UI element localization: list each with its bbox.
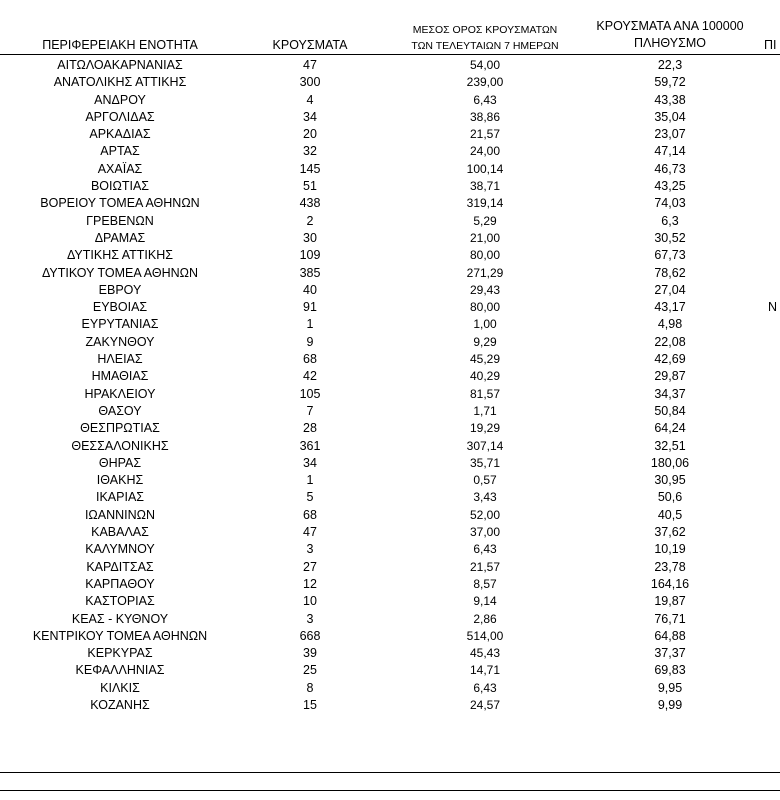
- cases-cell: 28: [303, 421, 317, 436]
- region-cell: ΚΟΖΑΝΗΣ: [90, 697, 150, 712]
- header-7day-average-line2: ΤΩΝ ΤΕΛΕΥΤΑΙΩΝ 7 ΗΜΕΡΩΝ: [411, 40, 559, 52]
- average-cell: 19,29: [469, 421, 501, 436]
- average-cell: 29,43: [469, 282, 501, 297]
- cases-cell: 9: [306, 334, 314, 349]
- region-cell: ΚΑΡΔΙΤΣΑΣ: [86, 559, 154, 574]
- cases-cell: 109: [299, 248, 321, 263]
- region-cell: ΕΥΡΥΤΑΝΙΑΣ: [81, 317, 159, 332]
- table-row: [0, 507, 780, 524]
- table-row: [0, 92, 780, 109]
- average-cell: 6,43: [473, 680, 497, 695]
- cases-cell: 42: [303, 369, 317, 384]
- per-100k-cell: 50,6: [657, 490, 683, 505]
- cut-off-cell: N: [768, 300, 778, 315]
- cases-cell: 20: [303, 127, 317, 142]
- table-row: [0, 559, 780, 576]
- average-cell: 80,00: [469, 300, 501, 315]
- header-region: ΠΕΡΙΦΕΡΕΙΑΚΗ ΕΝΟΤΗΤΑ: [42, 38, 198, 52]
- table-row: [0, 126, 780, 143]
- average-cell: 38,86: [469, 109, 501, 124]
- per-100k-cell: 50,84: [654, 403, 686, 418]
- region-cell: ΚΕΝΤΡΙΚΟΥ ΤΟΜΕΑ ΑΘΗΝΩΝ: [32, 628, 208, 643]
- table-row: [0, 645, 780, 662]
- average-cell: 21,00: [469, 230, 501, 245]
- per-100k-cell: 22,3: [657, 58, 683, 72]
- region-cell: ΘΕΣΠΡΩΤΙΑΣ: [80, 421, 160, 436]
- per-100k-cell: 47,14: [654, 144, 686, 159]
- per-100k-cell: 30,52: [654, 230, 686, 245]
- region-cell: ΗΡΑΚΛΕΙΟΥ: [84, 386, 156, 401]
- region-cell: ΚΑΡΠΑΘΟΥ: [85, 576, 155, 591]
- table-row: [0, 472, 780, 489]
- table-row: [0, 697, 780, 714]
- average-cell: 38,71: [469, 179, 501, 194]
- per-100k-cell: 78,62: [654, 265, 686, 280]
- average-cell: 24,57: [469, 697, 501, 712]
- per-100k-cell: 10,19: [654, 542, 686, 557]
- average-cell: 6,43: [473, 92, 497, 107]
- table-row: [0, 541, 780, 558]
- table-row: [0, 195, 780, 212]
- average-cell: 21,57: [469, 559, 501, 574]
- average-cell: 9,14: [473, 594, 497, 609]
- cases-cell: 91: [303, 300, 317, 315]
- table-row: [0, 230, 780, 247]
- table-row: [0, 611, 780, 628]
- cases-cell: 10: [303, 594, 317, 609]
- header-cases-per-100k-line2: ΠΛΗΘΥΣΜΟ: [634, 36, 706, 50]
- table-row: [0, 386, 780, 403]
- header-cases-per-100k-line1: ΚΡΟΥΣΜΑΤΑ ΑΝΑ 100000: [596, 19, 744, 33]
- table-row: [0, 282, 780, 299]
- header-rule: [0, 54, 780, 55]
- region-cell: ΒΟΡΕΙΟΥ ΤΟΜΕΑ ΑΘΗΝΩΝ: [40, 196, 200, 211]
- average-cell: 100,14: [466, 161, 504, 176]
- per-100k-cell: 43,17: [654, 300, 686, 315]
- cases-cell: 4: [306, 92, 314, 107]
- cases-cell: 15: [303, 697, 317, 712]
- cases-cell: 40: [303, 282, 317, 297]
- per-100k-cell: 35,04: [654, 109, 686, 124]
- region-cell: ΘΑΣΟΥ: [98, 403, 142, 418]
- cases-cell: 39: [303, 646, 317, 661]
- average-cell: 45,29: [469, 352, 501, 367]
- region-cell: ΑΝΑΤΟΛΙΚΗΣ ΑΤΤΙΚΗΣ: [53, 75, 187, 90]
- per-100k-cell: 37,37: [654, 646, 686, 661]
- per-100k-cell: 69,83: [654, 663, 686, 678]
- cases-cell: 30: [303, 230, 317, 245]
- per-100k-cell: 23,78: [654, 559, 686, 574]
- per-100k-cell: 27,04: [654, 282, 686, 297]
- average-cell: 14,71: [469, 663, 501, 678]
- average-cell: 9,29: [473, 334, 497, 349]
- table-row: [0, 161, 780, 178]
- region-cell: ΗΛΕΙΑΣ: [97, 352, 143, 367]
- cases-cell: 34: [303, 455, 317, 470]
- region-cell: ΕΒΡΟΥ: [98, 282, 142, 297]
- per-100k-cell: 43,38: [654, 92, 686, 107]
- table-row: [0, 455, 780, 472]
- table-row: [0, 593, 780, 610]
- per-100k-cell: 46,73: [654, 161, 686, 176]
- average-cell: 1,71: [473, 403, 497, 418]
- region-cell: ΕΥΒΟΙΑΣ: [92, 300, 148, 315]
- cases-cell: 105: [299, 386, 321, 401]
- cases-cell: 1: [306, 317, 314, 332]
- average-cell: 239,00: [466, 75, 504, 90]
- average-cell: 307,14: [466, 438, 504, 453]
- cases-cell: 68: [303, 507, 317, 522]
- per-100k-cell: 40,5: [657, 507, 683, 522]
- region-cell: ΚΑΣΤΟΡΙΑΣ: [85, 594, 155, 609]
- table-row: [0, 438, 780, 455]
- cases-cell: 3: [306, 611, 314, 626]
- table-row: [0, 299, 780, 316]
- per-100k-cell: 74,03: [654, 196, 686, 211]
- header-7day-average-line1: ΜΕΣΟΣ ΟΡΟΣ ΚΡΟΥΣΜΑΤΩΝ: [412, 24, 558, 36]
- per-100k-cell: 76,71: [654, 611, 686, 626]
- table-row: [0, 57, 780, 74]
- per-100k-cell: 43,25: [654, 179, 686, 194]
- region-cell: ΚΙΛΚΙΣ: [100, 680, 140, 695]
- table-row: [0, 489, 780, 506]
- average-cell: 8,57: [473, 576, 497, 591]
- region-cell: ΙΚΑΡΙΑΣ: [95, 490, 145, 505]
- region-cell: ΗΜΑΘΙΑΣ: [91, 369, 149, 384]
- cases-cell: 27: [303, 559, 317, 574]
- table-row: [0, 368, 780, 385]
- region-cell: ΘΗΡΑΣ: [98, 455, 142, 470]
- cases-cell: 3: [306, 542, 314, 557]
- table-row: [0, 247, 780, 264]
- average-cell: 52,00: [469, 507, 501, 522]
- table-row: [0, 334, 780, 351]
- average-cell: 514,00: [466, 628, 504, 643]
- per-100k-cell: 37,62: [654, 525, 686, 540]
- per-100k-cell: 30,95: [654, 473, 686, 488]
- region-cell: ΔΡΑΜΑΣ: [94, 230, 146, 245]
- cases-cell: 47: [303, 525, 317, 540]
- cases-cell: 300: [299, 75, 321, 90]
- region-cell: ΖΑΚΥΝΘΟΥ: [85, 334, 155, 349]
- average-cell: 5,29: [473, 213, 497, 228]
- per-100k-cell: 22,08: [654, 334, 686, 349]
- cases-cell: 32: [303, 144, 317, 159]
- cases-cell: 12: [303, 576, 317, 591]
- average-cell: 37,00: [469, 525, 501, 540]
- per-100k-cell: 164,16: [650, 576, 690, 591]
- region-cell: ΓΡΕΒΕΝΩΝ: [86, 213, 154, 228]
- region-cell: ΙΘΑΚΗΣ: [96, 473, 144, 488]
- average-cell: 24,00: [469, 144, 501, 159]
- average-cell: 6,43: [473, 542, 497, 557]
- average-cell: 80,00: [469, 248, 501, 263]
- average-cell: 271,29: [466, 265, 504, 280]
- cases-cell: 5: [306, 490, 314, 505]
- table-row: [0, 576, 780, 593]
- region-cell: ΚΑΒΑΛΑΣ: [91, 525, 149, 540]
- per-100k-cell: 64,88: [654, 628, 686, 643]
- cases-cell: 145: [299, 161, 321, 176]
- average-cell: 1,00: [473, 317, 497, 332]
- table-row: [0, 680, 780, 697]
- region-cell: ΚΕΑΣ - ΚΥΘΝΟΥ: [71, 611, 169, 626]
- region-cell: ΙΩΑΝΝΙΝΩΝ: [84, 507, 156, 522]
- average-cell: 0,57: [473, 473, 497, 488]
- per-100k-cell: 67,73: [654, 248, 686, 263]
- per-100k-cell: 23,07: [654, 127, 686, 142]
- average-cell: 2,86: [473, 611, 497, 626]
- cases-cell: 668: [299, 628, 321, 643]
- average-cell: 21,57: [469, 127, 501, 142]
- table-row: [0, 213, 780, 230]
- region-cell: ΑΙΤΩΛΟΑΚΑΡΝΑΝΙΑΣ: [57, 58, 183, 72]
- per-100k-cell: 9,99: [657, 697, 683, 712]
- per-100k-cell: 29,87: [654, 369, 686, 384]
- cases-cell: 25: [303, 663, 317, 678]
- cases-cell: 438: [299, 196, 321, 211]
- per-100k-cell: 64,24: [654, 421, 686, 436]
- region-cell: ΘΕΣΣΑΛΟΝΙΚΗΣ: [71, 438, 169, 453]
- region-cell: ΑΡΚΑΔΙΑΣ: [89, 127, 151, 142]
- table-row: [0, 316, 780, 333]
- cases-cell: 68: [303, 352, 317, 367]
- header-cut-off-column: ΠΙ: [764, 38, 777, 52]
- region-cell: ΑΝΔΡΟΥ: [94, 92, 146, 107]
- average-cell: 45,43: [469, 646, 501, 661]
- footer-rule: [0, 790, 780, 791]
- region-cell: ΔΥΤΙΚΗΣ ΑΤΤΙΚΗΣ: [67, 248, 173, 263]
- region-cell: ΑΡΤΑΣ: [100, 144, 140, 159]
- average-cell: 40,29: [469, 369, 501, 384]
- region-cell: ΑΧΑΪΑΣ: [97, 161, 143, 176]
- average-cell: 35,71: [469, 455, 501, 470]
- cases-cell: 51: [303, 179, 317, 194]
- region-cell: ΚΑΛΥΜΝΟΥ: [85, 542, 155, 557]
- average-cell: 54,00: [469, 58, 501, 72]
- region-cell: ΑΡΓΟΛΙΔΑΣ: [85, 109, 155, 124]
- per-100k-cell: 180,06: [650, 455, 690, 470]
- table-row: [0, 109, 780, 126]
- per-100k-cell: 6,3: [661, 213, 679, 228]
- per-100k-cell: 42,69: [654, 352, 686, 367]
- cases-cell: 2: [306, 213, 314, 228]
- data-rows: [0, 57, 780, 714]
- region-cell: ΚΕΦΑΛΛΗΝΙΑΣ: [75, 663, 165, 678]
- table-end-rule: [0, 772, 780, 773]
- table-row: [0, 524, 780, 541]
- average-cell: 319,14: [466, 196, 504, 211]
- table-row: [0, 420, 780, 437]
- table-row: [0, 662, 780, 679]
- per-100k-cell: 34,37: [654, 386, 686, 401]
- header-7day-average: [385, 22, 585, 54]
- table-row: [0, 74, 780, 91]
- cases-cell: 7: [306, 403, 314, 418]
- cases-cell: 385: [299, 265, 321, 280]
- table-row: [0, 628, 780, 645]
- cases-cell: 1: [306, 473, 314, 488]
- cases-cell: 8: [306, 680, 314, 695]
- cases-cell: 34: [303, 109, 317, 124]
- region-cell: ΒΟΙΩΤΙΑΣ: [90, 179, 150, 194]
- per-100k-cell: 9,95: [657, 680, 683, 695]
- average-cell: 81,57: [469, 386, 501, 401]
- per-100k-cell: 4,98: [657, 317, 683, 332]
- per-100k-cell: 59,72: [654, 75, 686, 90]
- per-100k-cell: 19,87: [654, 594, 686, 609]
- header-cases-per-100k: [575, 18, 765, 52]
- region-cell: ΔΥΤΙΚΟΥ ΤΟΜΕΑ ΑΘΗΝΩΝ: [41, 265, 199, 280]
- header-cases: ΚΡΟΥΣΜΑΤΑ: [272, 38, 348, 52]
- cases-cell: 361: [299, 438, 321, 453]
- table-row: [0, 403, 780, 420]
- table-row: [0, 351, 780, 368]
- table-row: [0, 178, 780, 195]
- region-cell: ΚΕΡΚΥΡΑΣ: [87, 646, 153, 661]
- cases-cell: 47: [303, 58, 317, 72]
- table-row: [0, 265, 780, 282]
- per-100k-cell: 32,51: [654, 438, 686, 453]
- table-row: [0, 143, 780, 160]
- average-cell: 3,43: [473, 490, 497, 505]
